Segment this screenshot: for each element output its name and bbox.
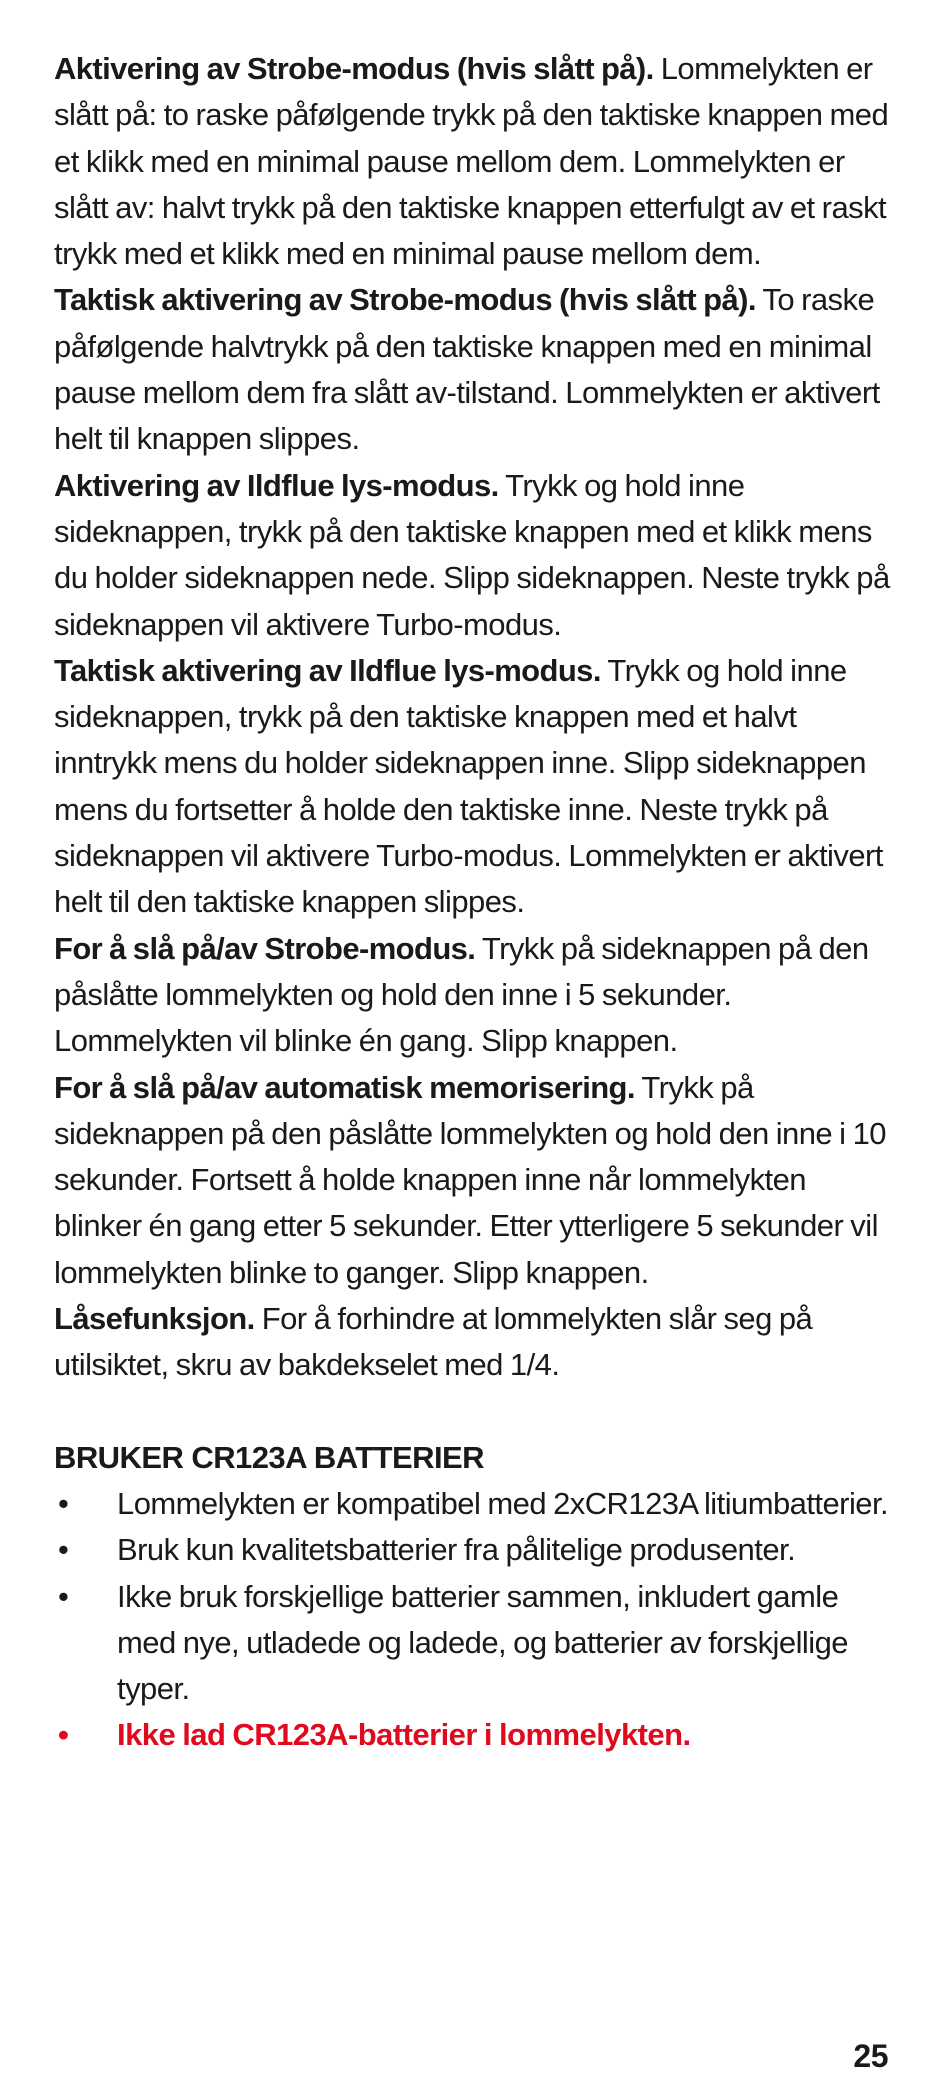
warning-list-item (54, 1712, 894, 1758)
memory-toggle-paragraph (54, 1065, 894, 1296)
lockout-paragraph (54, 1296, 894, 1389)
bullet-dot-icon: • (58, 1717, 69, 1753)
list-item (54, 1481, 894, 1527)
tactical-strobe-paragraph (54, 277, 894, 462)
battery-section-heading: BRUKER CR123A BATTERIER (54, 1439, 485, 1475)
paragraph-text: To raske påfølgende halvtrykk på den taktiske knappen med en minimal pause mellom dem fra slått av-tilstand. Lommelykten er aktivert helt til knappen slippes. (54, 282, 880, 457)
paragraph-title: For å slå på/av Strobe-modus. (54, 930, 476, 966)
bullet-dot-icon: • (58, 1485, 69, 1521)
list-item (54, 1574, 894, 1713)
battery-bullet-list (54, 1481, 894, 1759)
strobe-toggle-paragraph (54, 926, 894, 1065)
strobe-activation-paragraph (54, 46, 894, 277)
firefly-activation-paragraph (54, 463, 894, 648)
paragraph-text: Trykk og hold inne sideknappen, trykk på den taktiske knappen med et klikk mens du holder sideknappen nede. Slipp sideknappen. Neste trykk på sideknappen vil aktivere Turbo-modus. (54, 467, 890, 642)
paragraph-text: Trykk og hold inne sideknappen, trykk på den taktiske knappen med et halvt inntrykk mens du holder sideknappen inne. Slipp sideknappen mens du fortsetter å holde den taktiske inne. Neste trykk på sideknappen vil aktivere Turbo-modus. Lommelykten er aktivert helt til den taktiske knappen slippes. (54, 652, 883, 920)
paragraph-title: For å slå på/av automatisk memorisering. (54, 1069, 635, 1105)
page-number: 25 (853, 2038, 888, 2074)
list-item (54, 1527, 894, 1573)
paragraph-title: Aktivering av Ildflue lys-modus. (54, 467, 499, 503)
paragraph-text: Trykk på sideknappen på den påslåtte lommelykten og hold den inne i 10 sekunder. Fortsett å holde knappen inne når lommelykten blinker én gang etter 5 sekunder. Etter ytterligere 5 sekunder vil lommelykten blinke to ganger. Slipp knappen. (54, 1069, 886, 1290)
paragraph-text: Trykk på sideknappen på den påslåtte lommelykten og hold den inne i 5 sekunder. Lommelykten vil blinke én gang. Slipp knappen. (54, 930, 869, 1059)
manual-page (54, 46, 894, 1759)
list-item-text: Bruk kun kvalitetsbatterier fra pålitelige produsenter. (117, 1532, 796, 1568)
paragraph-title: Låsefunksjon. (54, 1301, 255, 1337)
paragraph-title: Taktisk aktivering av Ildflue lys-modus. (54, 652, 601, 688)
bullet-dot-icon: • (58, 1532, 69, 1568)
list-item-text: Lommelykten er kompatibel med 2xCR123A litiumbatterier. (117, 1485, 889, 1521)
paragraph-title: Aktivering av Strobe-modus (hvis slått på). (54, 51, 654, 86)
paragraph-text: For å forhindre at lommelykten slår seg på utilsiktet, skru av bakdekselet med 1/4. (54, 1301, 813, 1383)
paragraph-title: Taktisk aktivering av Strobe-modus (hvis slått på). (54, 282, 756, 318)
paragraph-text: Lommelykten er slått på: to raske påfølgende trykk på den taktiske knappen med et klikk med en minimal pause mellom dem. Lommelykten er slått av: halvt trykk på den taktiske knappen etterfulgt av et raskt trykk med et klikk med en minimal pause mellom dem. (54, 51, 889, 272)
tactical-firefly-paragraph (54, 648, 894, 926)
list-item-text: Ikke bruk forskjellige batterier sammen, inkludert gamle med nye, utladede og ladede, og batterier av forskjellige typer. (117, 1578, 848, 1707)
warning-text: Ikke lad CR123A-batterier i lommelykten. (117, 1717, 691, 1753)
bullet-dot-icon: • (58, 1578, 69, 1614)
